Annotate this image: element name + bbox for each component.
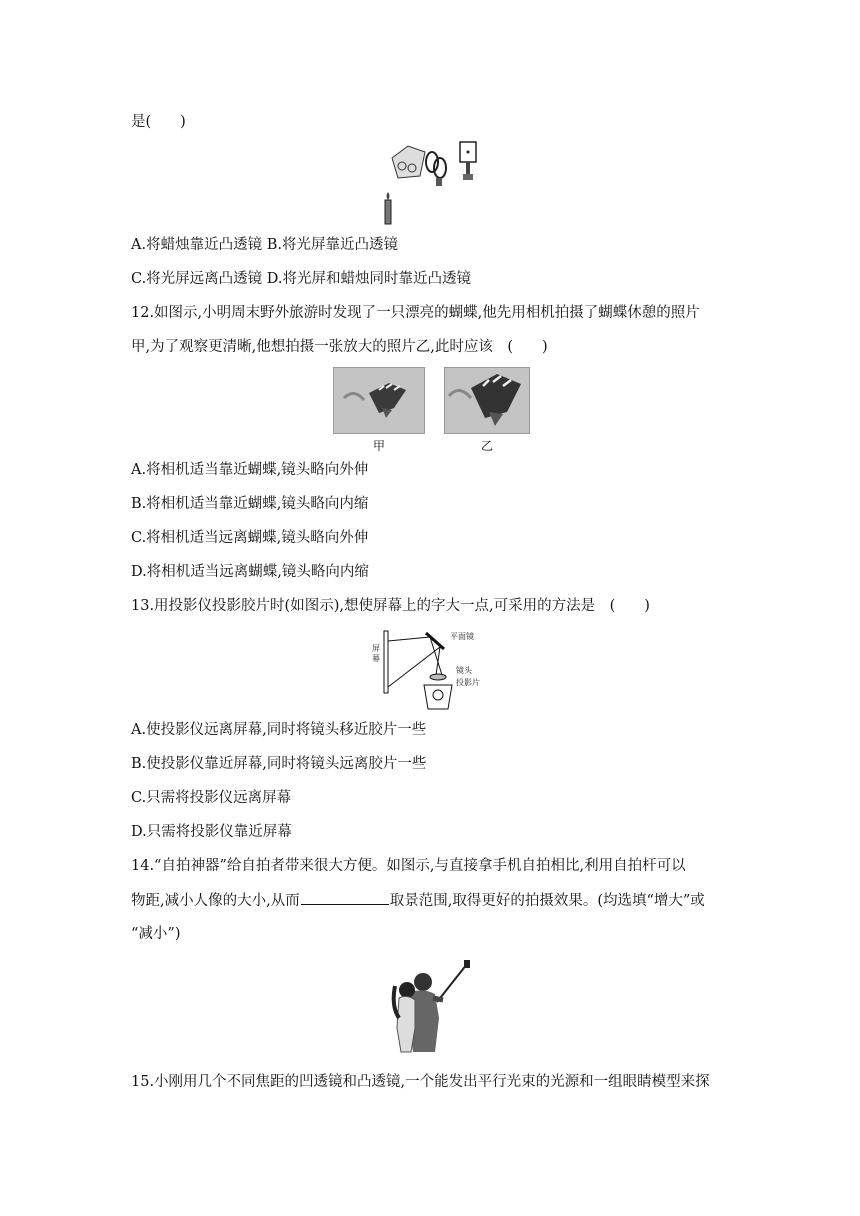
q14-answer-blank: [301, 890, 389, 905]
q12-stem-line-1: 12.如图示,小明周末野外旅游时发现了一只漂亮的蝴蝶,他先用相机拍摄了蝴蝶休憩的照片: [131, 305, 700, 321]
q13-label-mirror: 平面镜: [450, 632, 474, 641]
q13-label-screen-2: 幕: [372, 654, 380, 663]
q12-caption-yi: 乙: [481, 439, 494, 453]
q13-label-screen-1: 屏: [372, 644, 380, 653]
q13-option-a: A.使投影仪远离屏幕,同时将镜头移近胶片一些: [131, 722, 427, 738]
q14-text-before-blank: 物距,减小人像的大小,从而: [131, 893, 300, 909]
q13-option-c: C.只需将投影仪远离屏幕: [131, 790, 292, 806]
q14-line-2: [131, 890, 705, 911]
q14-selfie-stick-photo: [385, 958, 477, 1054]
q13-label-lens: 镜头: [456, 666, 472, 675]
q12-stem-line-2: 甲,为了观察更清晰,他想拍摄一张放大的照片乙,此时应该 ( ): [131, 339, 548, 355]
q13-option-d: D.只需将投影仪靠近屏幕: [131, 824, 292, 840]
q14-line-3: “减小”): [131, 926, 181, 942]
q13-option-b: B.使投影仪靠近屏幕,同时将镜头远离胶片一些: [131, 756, 427, 772]
q12-photo-jia: [333, 367, 425, 434]
q12-caption-jia: 甲: [373, 439, 386, 453]
q13-projector-diagram: [368, 625, 498, 715]
q12-option-c: C.将相机适当远离蝴蝶,镜头略向外伸: [131, 530, 369, 546]
q12-option-b: B.将相机适当靠近蝴蝶,镜头略向内缩: [131, 496, 369, 512]
q11-stem-tail: 是( ): [131, 114, 186, 130]
q12-option-a: A.将相机适当靠近蝴蝶,镜头略向外伸: [131, 462, 369, 478]
q15-line-1: 15.小刚用几个不同焦距的凹透镜和凸透镜,一个能发出平行光束的光源和一组眼睛模型来探: [131, 1074, 710, 1090]
q13-stem: 13.用投影仪投影胶片时(如图示),想使屏幕上的字大一点,可采用的方法是 ( ): [131, 598, 650, 614]
q12-photo-yi: [444, 367, 530, 434]
q14-text-after-blank: 取景范围,取得更好的拍摄效果。(均选填“增大”或: [389, 893, 705, 909]
q11-optical-bench-figure: [380, 138, 490, 230]
q11-options-line-2: C.将光屏远离凸透镜 D.将光屏和蜡烛同时靠近凸透镜: [131, 271, 472, 287]
q14-line-1: 14.“自拍神器”给自拍者带来很大方便。如图示,与直接拿手机自拍相比,利用自拍杆可以: [131, 858, 686, 874]
q11-options-line-1: A.将蜡烛靠近凸透镜 B.将光屏靠近凸透镜: [131, 237, 398, 253]
q13-label-slide: 投影片: [456, 678, 480, 687]
q12-option-d: D.将相机适当远离蝴蝶,镜头略向内缩: [131, 564, 369, 580]
